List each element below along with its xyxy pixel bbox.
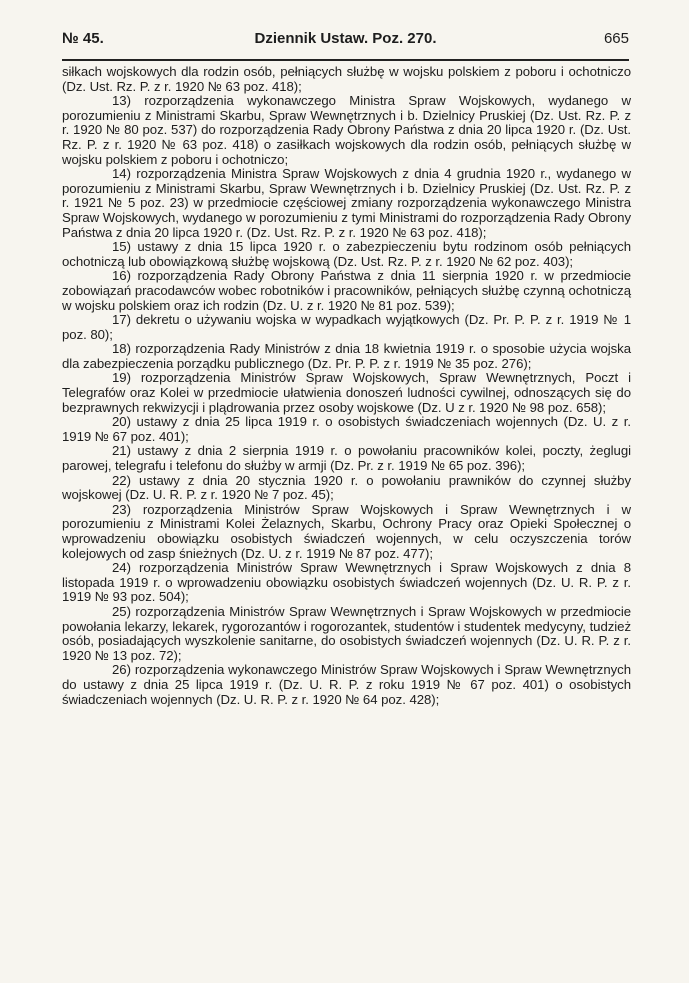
list-item: 19) rozporządzenia Ministrów Spraw Wojskowych, Spraw Wewnętrznych, Poczt i Telegrafów oraz Kolei w przedmiocie ułatwienia donoszeń ludności cywilnej, odnoszących się do bezprawnych rekwizycji i plądrowania przez osoby wojskowe (Dz. U z r. 1920 № 98 poz. 658); [62, 370, 631, 415]
list-item: 14) rozporządzenia Ministra Spraw Wojskowych z dnia 4 grudnia 1920 r., wydanego w porozumieniu z Ministrami Skarbu, Spraw Wewnętrznych i b. Dzielnicy Pruskiej (Dz. Ust. Rz. P. z r. 1921 № 5 poz. 23) w przedmiocie częściowej zmiany rozporządzenia wykonawczego Ministra Spraw Wojskowych, wydanego w porozumieniu z tymi Ministrami do rozporządzenia Rady Obrony Państwa z dnia 20 lipca 1920 r. (Dz. Ust. Rz. P. z r. 1920 № 63 poz. 418); [62, 166, 631, 240]
list-item: 20) ustawy z dnia 25 lipca 1919 r. o osobistych świadczeniach wojennych (Dz. U. z r. 1919 № 67 poz. 401); [62, 414, 631, 444]
list-item: 16) rozporządzenia Rady Obrony Państwa z dnia 11 sierpnia 1920 r. w przedmiocie zobowiązań pracodawców wobec robotników i pracowników, pełniących służbę czynną ochotniczą w wojsku polskiem oraz ich rodzin (Dz. U. z r. 1920 № 81 poz. 539); [62, 268, 631, 313]
list-item: 13) rozporządzenia wykonawczego Ministra Spraw Wojskowych, wydanego w porozumieniu z Ministrami Skarbu, Spraw Wewnętrznych i b. Dzielnicy Pruskiej (Dz. Ust. Rz. P. z r. 1920 № 80 poz. 537) do rozporządzenia Rady Obrony Państwa z dnia 20 lipca 1920 r. (Dz. Ust. Rz. P. z r. 1920 № 63 poz. 418) o zasiłkach wojskowych dla rodzin osób, pełniących służbę w wojsku polskiem z poboru i ochotniczo; [62, 93, 631, 167]
issue-number: № 45. [62, 30, 104, 47]
header-rule [62, 59, 629, 61]
list-item: 18) rozporządzenia Rady Ministrów z dnia 18 kwietnia 1919 r. o sposobie użycia wojska dla zabezpieczenia porządku publicznego (Dz. Pr. P. P. z r. 1919 № 35 poz. 276); [62, 341, 631, 371]
list-item: 22) ustawy z dnia 20 stycznia 1920 r. o powołaniu prawników do czynnej służby wojskowej (Dz. U. R. P. z r. 1920 № 7 poz. 45); [62, 472, 631, 503]
list-item: 23) rozporządzenia Ministrów Spraw Wojskowych i Spraw Wewnętrznych i w porozumieniu z Ministrami Kolei Żelaznych, Skarbu, Ochrony Pracy oraz Opieki Społecznej o wprowadzeniu obowiązku osobistych świadczeń wojennych, w celu oczyszczenia torów kolejowych od zasp śnieżnych (Dz. U. z r. 1919 № 87 poz. 477); [62, 501, 631, 561]
document-body [62, 65, 631, 707]
list-item: 15) ustawy z dnia 15 lipca 1920 r. o zabezpieczeniu bytu rodzinom osób pełniących ochotniczą lub obowiązkową służbę wojskową (Dz. Ust. Rz. P. z r. 1920 № 62 poz. 403); [62, 239, 631, 269]
journal-title: Dziennik Ustaw. Poz. 270. [254, 30, 437, 47]
list-item: 17) dekretu o używaniu wojska w wypadkach wyjątkowych (Dz. Pr. P. P. z r. 1919 № 1 poz. 80); [62, 312, 631, 342]
list-item: 24) rozporządzenia Ministrów Spraw Wewnętrznych i Spraw Wojskowych z dnia 8 listopada 1919 r. o wprowadzeniu obowiązku osobistych świadczeń wojennych (Dz. U. R. P. z r. 1919 № 93 poz. 504); [62, 560, 631, 605]
list-item: 25) rozporządzenia Ministrów Spraw Wewnętrznych i Spraw Wojskowych w przedmiocie powołania lekarzy, lekarek, rygorozantów i rogorozantek, studentów i studentek medycyny, tudzież osób, posiadających wyszkolenie sanitarne, do osobistych świadczeń wojennych (Dz. U. R. P. z r. 1920 № 13 poz. 72); [62, 603, 631, 663]
page-header [62, 22, 629, 52]
page-number: 665 [603, 30, 629, 47]
list-item: 21) ustawy z dnia 2 sierpnia 1919 r. o powołaniu pracowników kolei, poczty, żeglugi parowej, telegrafu i telefonu do służby w armji (Dz. Pr. z r. 1919 № 65 poz. 396); [62, 443, 631, 474]
list-item: 26) rozporządzenia wykonawczego Ministrów Spraw Wojskowych i Spraw Wewnętrznych do ustawy z dnia 25 lipca 1919 r. (Dz. U. R. P. z roku 1919 № 67 poz. 401) o osobistych świadczeniach wojennych (Dz. U. R. P. z r. 1920 № 64 poz. 428); [62, 662, 631, 707]
paragraph-continuation: siłkach wojskowych dla rodzin osób, pełniących służbę w wojsku polskiem z poboru i ochotniczo (Dz. Ust. Rz. P. z r. 1920 № 63 poz. 418); [62, 64, 631, 94]
